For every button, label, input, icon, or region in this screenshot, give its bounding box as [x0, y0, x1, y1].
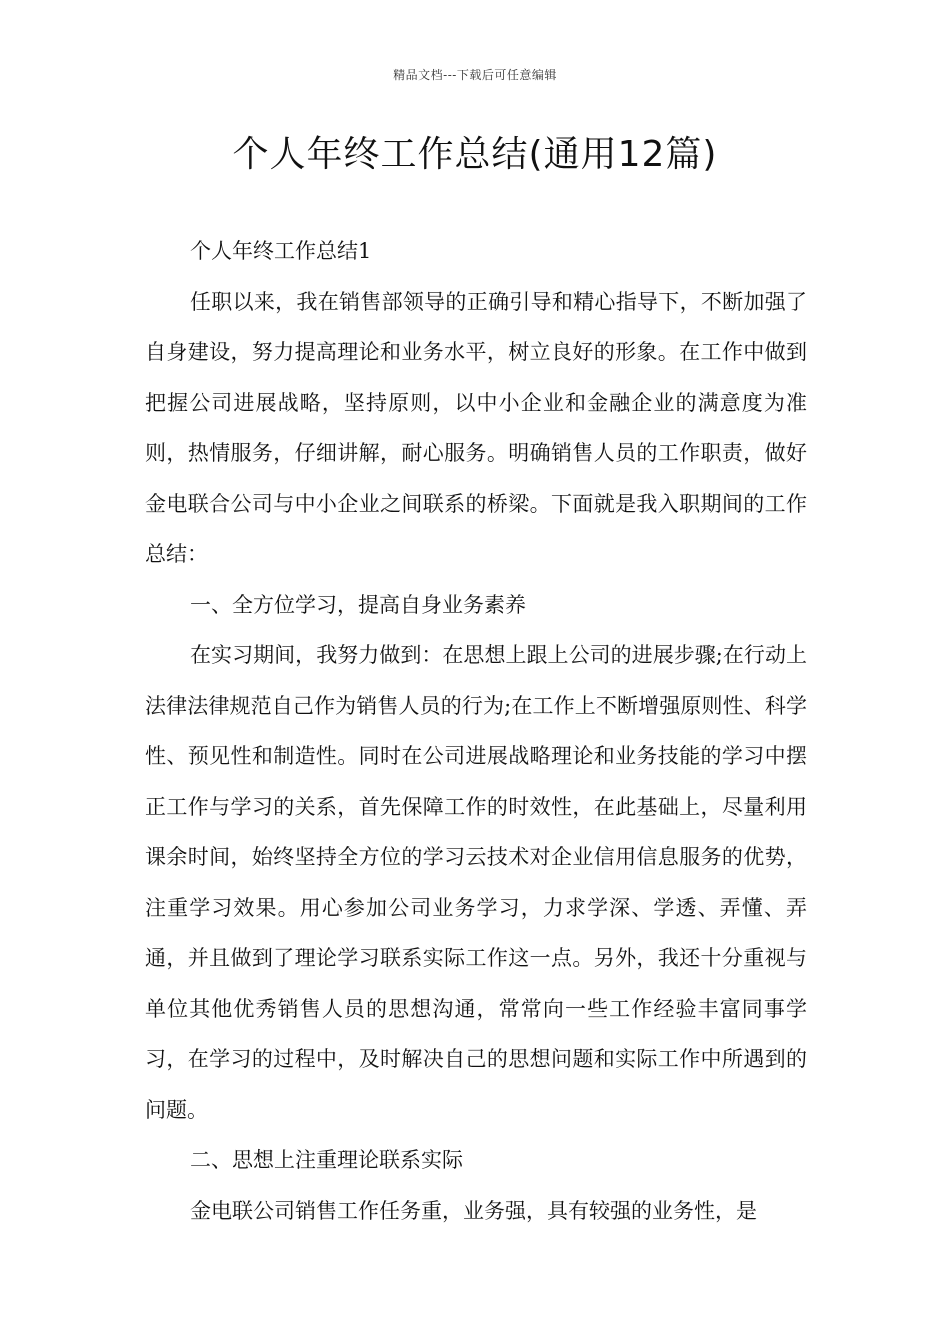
section-heading: 二、思想上注重理论联系实际: [190, 1148, 463, 1172]
section-heading: 个人年终工作总结1: [190, 239, 372, 263]
section-heading: 一、全方位学习，提高自身业务素养: [190, 592, 526, 617]
document-title: 个人年终工作总结(通用12篇): [232, 134, 718, 175]
body-paragraph: 金电联公司销售工作任务重，业务强，具有较强的业务性，是: [190, 1198, 757, 1223]
body-paragraph: 在实习期间，我努力做到：在思想上跟上公司的进展步骤;在行动上法律法律规范自己作为销售人员的行为;在工作上不断增强原则性、科学性、预见性和制造性。同时在公司进展战略理论和业务技能的学习中摆正工作与学习的关系，首先保障工作的时效性，在此基础上，尽量利用课余时间，始终坚持全方位的学习云技术对企业信用信息服务的优势，注重学习效果。用心参加公司业务学习，力求学深、学透、弄懂、弄通，并且做到了理论学习联系实际工作这一点。另外，我还十分重视与单位其他优秀销售人员的思想沟通，常常向一些工作经验丰富同事学习，在学习的过程中，及时解决自己的思想问题和实际工作中所遇到的问题。: [145, 643, 807, 1122]
header-note: 精品文档---下载后可任意编辑: [393, 68, 557, 82]
document-body: [145, 226, 807, 1236]
body-paragraph: 任职以来，我在销售部领导的正确引导和精心指导下，不断加强了自身建设，努力提高理论和业务水平，树立良好的形象。在工作中做到把握公司进展战略，坚持原则，以中小企业和金融企业的满意度为准则，热情服务，仔细讲解，耐心服务。明确销售人员的工作职责，做好金电联合公司与中小企业之间联系的桥梁。下面就是我入职期间的工作总结：: [145, 289, 807, 566]
